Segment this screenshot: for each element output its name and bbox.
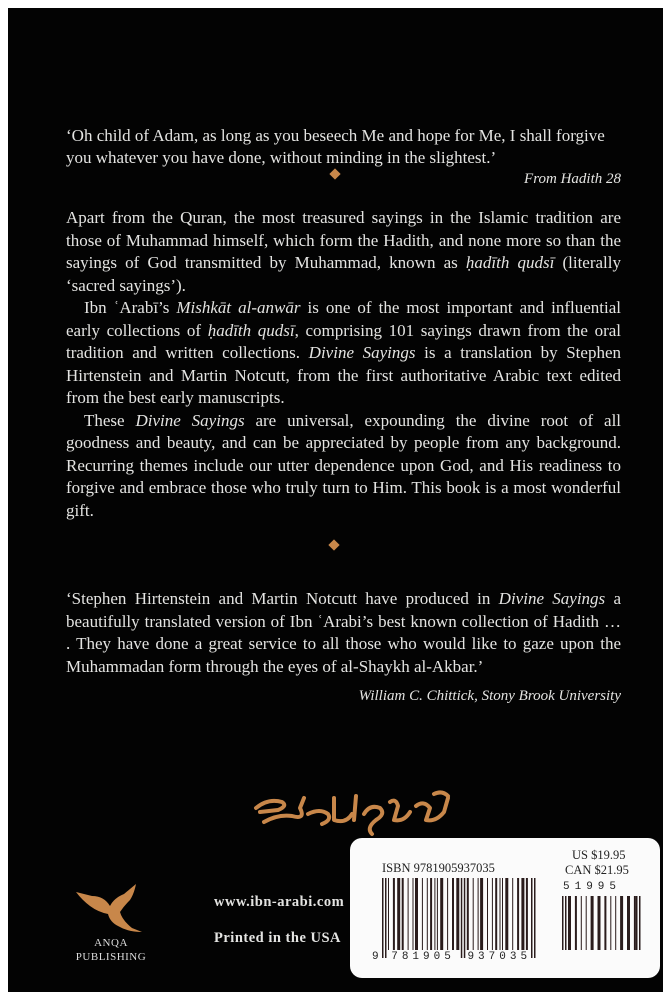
italic-term: ḥadīth qudsī (207, 320, 295, 340)
barcode-bar (565, 896, 567, 950)
description-paragraph-2 (66, 297, 621, 410)
barcode-digits-left: 781905 (391, 951, 455, 963)
barcode-bar (434, 878, 435, 950)
barcode-bar (526, 878, 528, 950)
barcode-digit-lead: 9 (372, 951, 379, 963)
text-run: are universal, expounding the divine root of all goodness and beauty, and can be appreciated by people from any background. Recurring themes include our utter dependence upon God, and His readiness to forgive and embrace those who truly turn to Him. This book is a most wonderful gift. (66, 410, 622, 520)
barcode-bar (402, 878, 404, 950)
price-can: CAN $21.95 (565, 863, 629, 877)
italic-title: Divine Sayings (498, 589, 606, 608)
barcode-bar (415, 878, 418, 950)
barcode-sticker (350, 838, 660, 978)
barcode-bar (393, 878, 395, 950)
text-run: , comprising 101 sayings drawn from the oral tradition and written collections. (66, 320, 622, 362)
barcode-bar (447, 878, 448, 950)
arabic-calligraphy-signature-icon (248, 768, 458, 838)
barcode-bar (512, 878, 513, 950)
diamond-ornament-icon (328, 539, 339, 550)
barcode-bar (627, 896, 630, 950)
italic-title: Divine Sayings (308, 343, 416, 362)
barcode-bar (636, 896, 638, 950)
barcode-bar (639, 896, 641, 950)
barcode-bar (385, 878, 387, 958)
italic-term: ḥadīth qudsī (465, 253, 555, 272)
barcode-bar (575, 896, 577, 950)
barcode-bar (478, 878, 479, 950)
barcode-bar (495, 878, 497, 950)
barcode-bar (440, 878, 443, 950)
barcode-bar (517, 878, 519, 950)
barcode-bar (591, 896, 594, 950)
text-run: is one of the most important and influential early collections of (66, 298, 621, 340)
endorsement-text (66, 588, 621, 678)
barcode-bar (521, 878, 524, 950)
publisher-name (66, 936, 156, 964)
isbn-label: ISBN 9781905937035 (382, 861, 495, 875)
barcode-bar (480, 878, 483, 950)
barcode-bar (467, 878, 469, 950)
barcode-bar (620, 896, 623, 950)
barcode-bar (492, 878, 493, 950)
barcode-bar (604, 896, 606, 950)
italic-title: Mishkāt al-anwār (176, 298, 301, 317)
barcode-digits (372, 951, 531, 963)
barcode-bar (586, 896, 587, 950)
barcode-bar (581, 896, 582, 950)
barcode-bar (461, 878, 463, 958)
barcode-bar (452, 878, 454, 950)
barcode-bar (531, 878, 533, 958)
barcode-bar (502, 878, 503, 950)
text-run: ‘Stephen Hirtenstein and Martin Notcutt have produced in (66, 589, 499, 608)
barcode-bar (456, 878, 459, 950)
barcode-bar (430, 878, 432, 950)
epigraph-attribution: From Hadith 28 (524, 171, 621, 187)
barcode-bar (505, 878, 508, 950)
barcode-bar (397, 878, 400, 950)
text-run: Apart from the Quran, the most treasured sayings in the Islamic tradition are those of Muhammad himself, which form the Hadith, and none more so than the sayings of God transmitted by Muhammad, known as (66, 208, 621, 272)
endorsement-attribution: William C. Chittick, Stony Brook University (358, 688, 621, 704)
barcode-bar (610, 896, 611, 950)
text-run: These (84, 410, 136, 430)
barcode-bar (500, 878, 501, 950)
description-paragraph-1 (66, 207, 621, 297)
barcode-digits-right: 937035 (467, 951, 532, 963)
barcode-bar (427, 878, 428, 950)
epigraph (66, 125, 621, 189)
barcode-bar (388, 878, 389, 950)
barcode-bar (473, 878, 474, 950)
italic-title: Divine Sayings (135, 410, 245, 430)
barcode-bar (634, 896, 636, 950)
supplement-digits: 51995 (563, 881, 622, 893)
barcode-bar (408, 878, 409, 950)
publisher-logo (66, 882, 156, 964)
text-run: (literally ‘sacred sayings’). (66, 253, 621, 295)
description-paragraph-3 (66, 410, 621, 523)
endorsement (66, 588, 621, 706)
text-run: a beautifully translated version of Ibn ʿArabi’s best known collection of Hadith … . They have done a great service to all those who would like to gaze upon the Muhammadan form through the eyes of al-Shaykh al-Akbar.’ (66, 589, 622, 676)
barcode-bar (382, 878, 384, 958)
publisher-name-line-1: ANQA (94, 937, 128, 949)
text-run: Ibn ʿArabī’s (84, 298, 177, 317)
barcode-bar (413, 878, 414, 950)
barcode-bar (487, 878, 488, 950)
barcode-bar (562, 896, 564, 950)
barcode-bar (615, 896, 616, 950)
publisher-name-line-2: PUBLISHING (75, 951, 147, 963)
supplement-barcode (562, 896, 644, 952)
printed-in-notice: Printed in the USA (214, 930, 342, 946)
text-run: is a translation by Stephen Hirtenstein and Martin Notcutt, from the first authoritative Arabic text edited from the best early manuscripts. (66, 343, 621, 407)
barcode-bar (437, 878, 438, 950)
website-link[interactable]: www.ibn-arabi.com (214, 894, 345, 910)
barcode-bar (464, 878, 466, 958)
barcode-bar (422, 878, 423, 950)
barcode-bar (534, 878, 536, 958)
phoenix-bird-logo-icon (74, 882, 148, 934)
barcode-bar (598, 896, 601, 950)
description (66, 207, 621, 522)
barcode-bar (568, 896, 571, 950)
epigraph-text: ‘Oh child of Adam, as long as you beseech Me and hope for Me, I shall forgive you whatever you have done, without minding in the slightest.’ (66, 126, 605, 167)
price-us: US $19.95 (572, 848, 626, 862)
